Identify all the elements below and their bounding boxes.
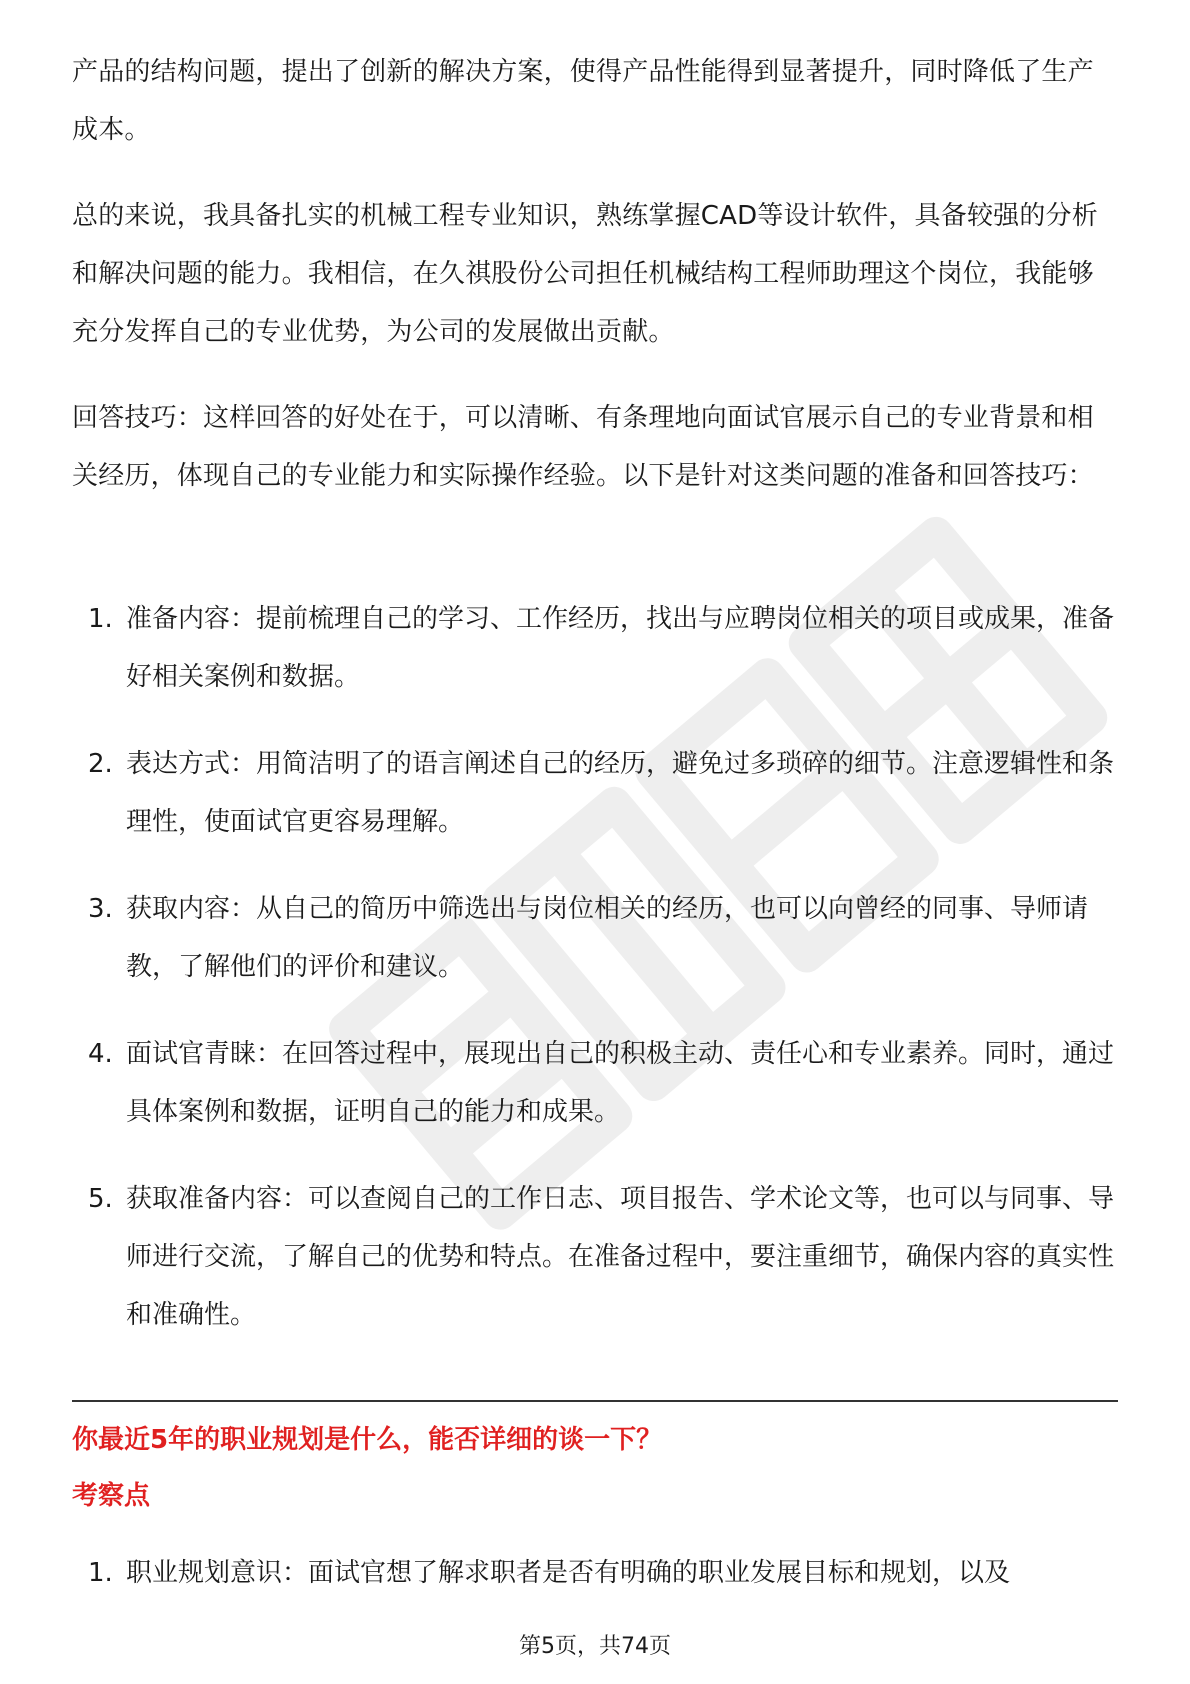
section-label: 考察点 — [72, 1481, 151, 1511]
paragraph-summary: 总的来说，我具备扎实的机械工程专业知识，熟练掌握CAD等设计软件，具备较强的分析和解决问题的能力。我相信，在久祺股份公司担任机械结构工程师助理这个岗位，我能够充分发挥自己的专业优势，为公司的发展做出贡献。 — [72, 201, 1098, 347]
paragraph-answer-tips: 回答技巧：这样回答的好处在于，可以清晰、有条理地向面试官展示自己的专业背景和相关经历，体现自己的专业能力和实际操作经验。以下是针对这类问题的准备和回答技巧： — [72, 403, 1094, 491]
list-item-number: 1. — [88, 604, 113, 634]
list-item — [72, 590, 1118, 706]
list-item — [72, 880, 1118, 996]
tips-list — [72, 590, 1118, 1373]
list-item-number: 5. — [88, 1184, 113, 1214]
list-item — [72, 1544, 1118, 1602]
document-page — [72, 0, 1118, 1684]
list-item-text: 面试官青睐：在回答过程中，展现出自己的积极主动、责任心和专业素养。同时，通过具体案例和数据，证明自己的能力和成果。 — [126, 1039, 1115, 1127]
points-list — [72, 1544, 1118, 1631]
question-heading: 你最近5年的职业规划是什么，能否详细的谈一下？ — [72, 1425, 663, 1455]
list-item — [72, 735, 1118, 851]
list-item-number: 4. — [88, 1039, 113, 1069]
list-item-number: 2. — [88, 749, 113, 779]
list-item-text: 职业规划意识：面试官想了解求职者是否有明确的职业发展目标和规划，以及 — [126, 1558, 1011, 1588]
paragraph-product-structure: 产品的结构问题，提出了创新的解决方案，使得产品性能得到显著提升，同时降低了生产成本。 — [72, 57, 1094, 145]
section-divider — [72, 1400, 1118, 1402]
list-item-text: 表达方式：用简洁明了的语言阐述自己的经历，避免过多琐碎的细节。注意逻辑性和条理性，使面试官更容易理解。 — [126, 749, 1115, 837]
list-item — [72, 1025, 1118, 1141]
list-item-text: 准备内容：提前梳理自己的学习、工作经历，找出与应聘岗位相关的项目或成果，准备好相关案例和数据。 — [126, 604, 1115, 692]
list-item-text: 获取准备内容：可以查阅自己的工作日志、项目报告、学术论文等，也可以与同事、导师进行交流，了解自己的优势和特点。在准备过程中，要注重细节，确保内容的真实性和准确性。 — [126, 1184, 1115, 1330]
list-item — [72, 1170, 1118, 1344]
list-item-number: 3. — [88, 894, 113, 924]
list-item-number: 1. — [88, 1558, 113, 1588]
list-item-text: 获取内容：从自己的简历中筛选出与岗位相关的经历，也可以向曾经的同事、导师请教，了解他们的评价和建议。 — [126, 894, 1089, 982]
page-footer: 第5页，共74页 — [519, 1634, 671, 1659]
